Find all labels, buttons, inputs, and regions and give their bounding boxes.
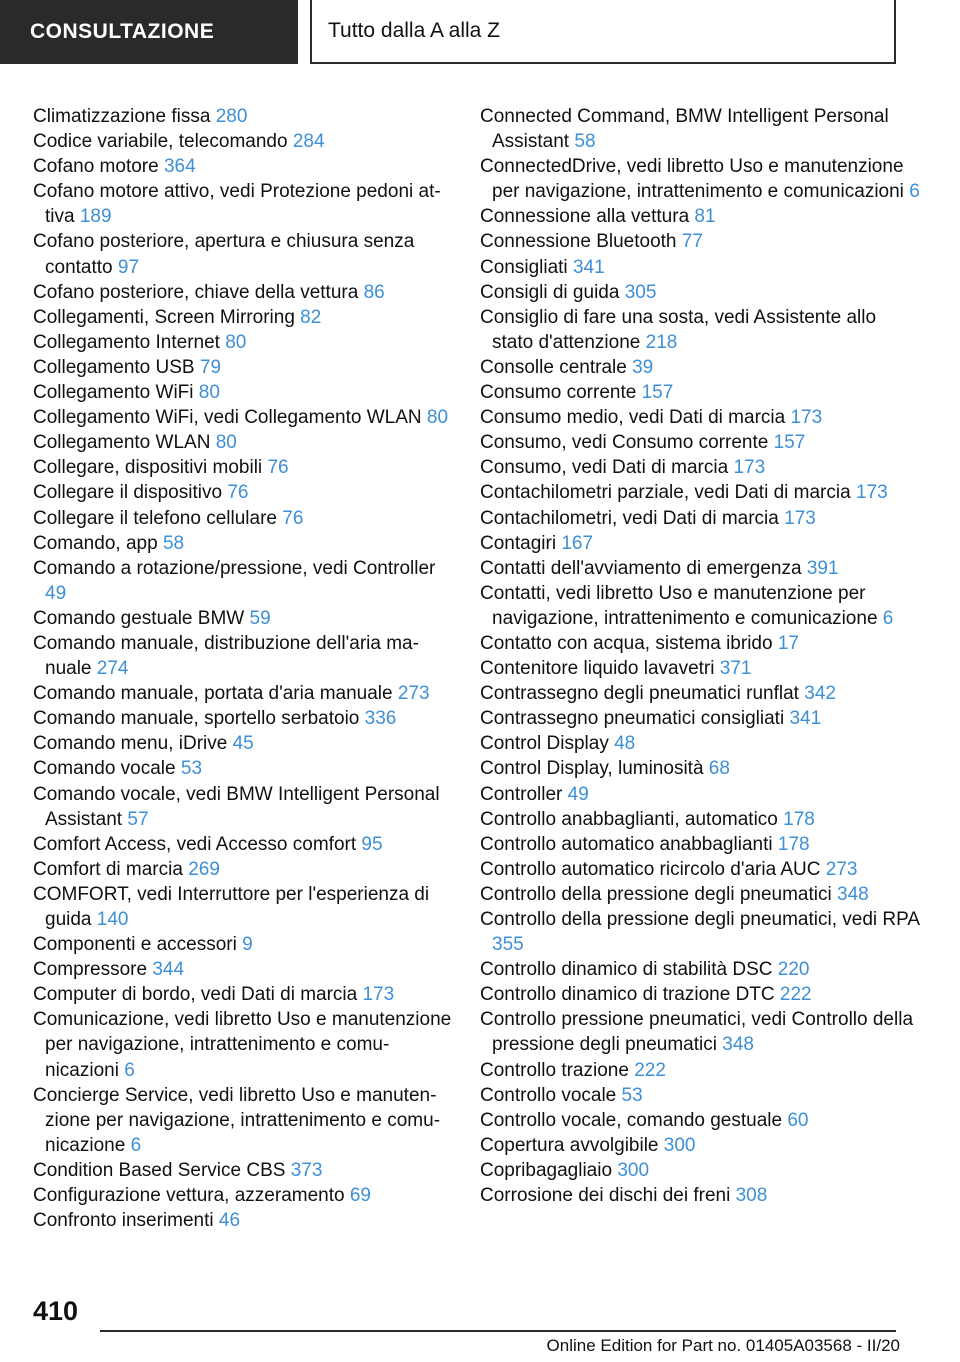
index-entry xyxy=(480,480,920,505)
index-entry-text: Consumo, vedi Consumo corrente xyxy=(480,432,769,454)
index-entry xyxy=(480,255,920,280)
index-entry xyxy=(480,1108,920,1133)
page-reference-link[interactable]: 222 xyxy=(634,1059,666,1081)
index-entry-text: Cofano posteriore, chiave della vettura xyxy=(33,281,359,303)
index-entry xyxy=(480,982,920,1007)
index-entry-text: Collegamento USB xyxy=(33,356,195,378)
index-entry-text: Contatti, vedi libretto Uso e manutenzione per navigazione, intrattenimento e comunicazione xyxy=(480,582,878,629)
index-entry xyxy=(480,1083,920,1108)
index-entry-text: Connessione Bluetooth xyxy=(480,231,677,253)
index-entry xyxy=(480,1133,920,1158)
index-entry-text: Consumo medio, vedi Dati di marcia xyxy=(480,407,786,429)
index-column-right xyxy=(480,104,920,1208)
page-reference-link[interactable]: 59 xyxy=(249,607,271,629)
page-reference-link[interactable]: 58 xyxy=(574,131,596,153)
index-entry-text: Control Display, luminosità xyxy=(480,758,704,780)
index-entry xyxy=(33,154,453,179)
index-entry-text: COMFORT, vedi Interruttore per l'esperienza di guida xyxy=(33,883,430,930)
index-entry-text: Cofano motore attivo, vedi Protezione pedoni attiva xyxy=(33,181,441,228)
index-entry-text: Comando, app xyxy=(33,532,158,554)
index-entry xyxy=(33,606,453,631)
page-reference-link[interactable]: 97 xyxy=(117,256,140,278)
page-reference-link[interactable]: 167 xyxy=(561,532,594,554)
index-entry-text: Concierge Service, vedi libretto Uso e manutenzione per navigazione, intrattenimento e comunicazione xyxy=(33,1084,441,1156)
index-entry xyxy=(33,1158,453,1183)
page-reference-link[interactable]: 82 xyxy=(300,306,322,328)
page-reference-link[interactable]: 49 xyxy=(45,582,67,604)
index-entry xyxy=(480,280,920,305)
index-entry xyxy=(480,731,920,756)
page-reference-link[interactable]: 348 xyxy=(722,1034,754,1056)
index-entry-text: Connessione alla vettura xyxy=(480,206,690,228)
index-entry-text: Comfort di marcia xyxy=(33,858,183,880)
index-entry-text: Contatti dell'avviamento di emergenza xyxy=(480,557,802,579)
index-entry-text: Comando vocale xyxy=(33,758,176,780)
index-entry xyxy=(480,229,920,254)
index-entry-text: Configurazione vettura, azzeramento xyxy=(33,1185,345,1207)
index-entry xyxy=(480,706,920,731)
index-entry-text: Contatto con acqua, sistema ibrido xyxy=(480,632,773,654)
index-entry xyxy=(33,756,453,781)
page-reference-link[interactable]: 58 xyxy=(162,532,185,554)
page-reference-link[interactable]: 157 xyxy=(773,432,806,454)
index-entry-text: Controllo anabbaglianti, automatico xyxy=(480,808,778,830)
page-reference-link[interactable]: 300 xyxy=(663,1134,696,1156)
page-reference-link[interactable]: 46 xyxy=(218,1210,241,1232)
page-reference-link[interactable]: 39 xyxy=(632,356,654,378)
index-entry xyxy=(480,782,920,807)
index-entry xyxy=(33,731,453,756)
page-reference-link[interactable]: 274 xyxy=(96,658,129,680)
page-reference-link[interactable]: 336 xyxy=(364,708,397,730)
index-entry xyxy=(33,330,453,355)
index-entry xyxy=(33,480,453,505)
index-entry-text: Collegare il telefono cellulare xyxy=(33,507,277,529)
page-reference-link[interactable]: 280 xyxy=(215,106,248,127)
page-reference-link[interactable]: 269 xyxy=(188,858,220,880)
index-entry xyxy=(480,656,920,681)
index-entry xyxy=(33,531,453,556)
index-entry xyxy=(480,957,920,982)
page-reference-link[interactable]: 173 xyxy=(784,507,816,529)
index-entry xyxy=(33,1183,453,1208)
index-entry xyxy=(480,506,920,531)
page-reference-link[interactable]: 60 xyxy=(787,1109,809,1131)
page-reference-link[interactable]: 222 xyxy=(779,984,812,1006)
index-entry-text: Contrassegno degli pneumatici runflat xyxy=(480,683,799,705)
index-entry xyxy=(33,355,453,380)
index-entry xyxy=(480,1183,920,1208)
index-entry-text: Codice variabile, telecomando xyxy=(33,131,288,153)
page-reference-link[interactable]: 95 xyxy=(361,833,383,855)
page-reference-link[interactable]: 344 xyxy=(152,959,185,981)
index-entry-text: Consumo, vedi Dati di marcia xyxy=(480,457,729,479)
page-reference-link[interactable]: 300 xyxy=(617,1159,650,1181)
page-reference-link[interactable]: 80 xyxy=(198,382,220,404)
index-entry-text: Consumo corrente xyxy=(480,382,637,404)
index-entry xyxy=(33,882,453,932)
page-reference-link[interactable]: 81 xyxy=(694,206,716,228)
index-entry-text: Comfort Access, vedi Accesso comfort xyxy=(33,833,357,855)
index-entry-text: Controllo dinamico di stabilità DSC xyxy=(480,959,773,981)
page-reference-link[interactable]: 6 xyxy=(909,181,920,203)
page-reference-link[interactable]: 6 xyxy=(124,1059,135,1081)
index-entry xyxy=(480,756,920,781)
index-entry-text: Computer di bordo, vedi Dati di marcia xyxy=(33,984,358,1006)
page-reference-link[interactable]: 373 xyxy=(290,1159,323,1181)
index-entry-text: Copribagagliaio xyxy=(480,1159,613,1181)
index-entry-text: Collegamento WiFi, vedi Collegamento WLAN xyxy=(33,407,422,429)
page-reference-link[interactable]: 364 xyxy=(163,156,196,178)
index-entry xyxy=(33,179,453,229)
page-reference-link[interactable]: 140 xyxy=(96,909,129,930)
page-reference-link[interactable]: 355 xyxy=(492,934,524,956)
index-entry-text: ConnectedDrive, vedi libretto Uso e manutenzione per navigazione, intrattenimento e comunicazioni xyxy=(480,156,904,203)
index-entry xyxy=(480,405,920,430)
index-entry-text: Contachilometri parziale, vedi Dati di marcia xyxy=(480,482,851,504)
page-reference-link[interactable]: 80 xyxy=(225,331,247,353)
index-entry xyxy=(33,280,453,305)
index-entry-text: Contrassegno pneumatici consigliati xyxy=(480,708,785,730)
index-entry-text: Comunicazione, vedi libretto Uso e manutenzione per navigazione, intrattenimento e comunicazioni xyxy=(33,1009,452,1081)
page-reference-link[interactable]: 284 xyxy=(292,131,325,153)
index-entry xyxy=(480,531,920,556)
index-entry-text: Control Display xyxy=(480,733,609,755)
index-entry xyxy=(480,681,920,706)
index-entry-text: Comando vocale, vedi BMW Intelligent Personal Assistant xyxy=(33,783,440,830)
index-entry-text: Contachilometri, vedi Dati di marcia xyxy=(480,507,779,529)
page-reference-link[interactable]: 76 xyxy=(227,482,249,504)
index-entry xyxy=(480,907,920,957)
page-reference-link[interactable]: 273 xyxy=(397,683,430,705)
index-entry xyxy=(480,1158,920,1183)
index-entry-text: Comando manuale, sportello serbatoio xyxy=(33,708,360,730)
index-entry-text: Collegamento WiFi xyxy=(33,382,194,404)
index-entry xyxy=(33,380,453,405)
index-entry-text: Condition Based Service CBS xyxy=(33,1159,286,1181)
page-reference-link[interactable]: 342 xyxy=(804,683,836,705)
page-reference-link[interactable]: 173 xyxy=(855,482,888,504)
page-reference-link[interactable]: 76 xyxy=(267,457,289,479)
page-reference-link[interactable]: 173 xyxy=(790,407,823,429)
index-entry-text: Comando gestuale BMW xyxy=(33,607,245,629)
index-entry xyxy=(33,706,453,731)
index-entry xyxy=(33,405,453,430)
index-entry xyxy=(480,355,920,380)
index-entry-text: Consigli di guida xyxy=(480,281,620,303)
index-entry xyxy=(480,882,920,907)
index-entry-text: Comando a rotazione/pressione, vedi Controller xyxy=(33,557,436,579)
index-entry-text: Controller xyxy=(480,783,563,805)
index-entry-text: Consolle centrale xyxy=(480,356,627,378)
index-entry xyxy=(480,380,920,405)
page-reference-link[interactable]: 218 xyxy=(645,331,678,353)
page-reference-link[interactable]: 9 xyxy=(242,934,253,956)
page-reference-link[interactable]: 17 xyxy=(777,632,799,654)
index-entry xyxy=(33,982,453,1007)
page-reference-link[interactable]: 348 xyxy=(837,883,869,905)
index-entry-text: Componenti e accessori xyxy=(33,934,237,956)
page-reference-link[interactable]: 308 xyxy=(735,1185,768,1207)
page-reference-link[interactable]: 341 xyxy=(572,256,605,278)
index-entry-text: Cofano motore xyxy=(33,156,159,178)
page-reference-link[interactable]: 53 xyxy=(180,758,203,780)
index-entry-text: Compressore xyxy=(33,959,148,981)
page-reference-link[interactable]: 189 xyxy=(79,206,112,228)
index-entry xyxy=(33,455,453,480)
page-reference-link[interactable]: 77 xyxy=(681,231,703,253)
index-entry-text: Cofano posteriore, apertura e chiusura senza contatto xyxy=(33,231,415,278)
index-entry xyxy=(480,305,920,355)
index-entry-text: Collegamento WLAN xyxy=(33,432,211,454)
page-reference-link[interactable]: 49 xyxy=(567,783,589,805)
page-reference-link[interactable]: 69 xyxy=(349,1185,371,1207)
index-entry xyxy=(33,832,453,857)
index-entry xyxy=(33,430,453,455)
index-entry-text: Connected Command, BMW Intelligent Personal Assistant xyxy=(480,106,889,153)
page-reference-link[interactable]: 53 xyxy=(621,1084,643,1106)
index-entry xyxy=(480,857,920,882)
index-entry xyxy=(480,1058,920,1083)
page-reference-link[interactable]: 6 xyxy=(130,1134,142,1156)
index-entry-text: Confronto inserimenti xyxy=(33,1210,214,1232)
index-column-left xyxy=(33,104,453,1233)
index-entry-text: Consiglio di fare una sosta, vedi Assistente allo stato d'attenzione xyxy=(480,306,877,353)
index-entry xyxy=(33,857,453,882)
index-entry xyxy=(480,430,920,455)
section-tab: CONSULTAZIONE xyxy=(0,0,298,64)
index-entry-text: Comando manuale, portata d'aria manuale xyxy=(33,683,393,705)
index-entry-text: Controllo vocale, comando gestuale xyxy=(480,1109,783,1131)
page-reference-link[interactable]: 76 xyxy=(282,507,304,529)
index-entry xyxy=(33,556,453,606)
index-entry-text: Contagiri xyxy=(480,532,557,554)
index-entry xyxy=(480,631,920,656)
page-reference-link[interactable]: 173 xyxy=(733,457,766,479)
index-entry xyxy=(33,681,453,706)
index-entry-text: Comando manuale, distribuzione dell'aria manuale xyxy=(33,632,419,680)
index-entry xyxy=(480,455,920,480)
index-entry xyxy=(33,631,453,681)
index-entry-text: Controllo vocale xyxy=(480,1084,617,1106)
subsection-tab: Tutto dalla A alla Z xyxy=(310,0,896,64)
index-entry-text: Corrosione dei dischi dei freni xyxy=(480,1185,731,1207)
page-reference-link[interactable]: 80 xyxy=(426,407,449,429)
index-entry-text: Consigliati xyxy=(480,256,568,278)
index-entry xyxy=(480,556,920,581)
index-entry-text: Comando menu, iDrive xyxy=(33,733,228,755)
index-entry xyxy=(480,581,920,631)
index-entry-text: Collegamenti, Screen Mirroring xyxy=(33,306,295,328)
page-reference-link[interactable]: 6 xyxy=(882,607,894,629)
index-entry xyxy=(33,506,453,531)
page-reference-link[interactable]: 391 xyxy=(806,557,839,579)
page-header xyxy=(0,0,960,66)
index-entry-text: Controllo della pressione degli pneumatici xyxy=(480,883,832,905)
index-entry xyxy=(480,807,920,832)
index-entry xyxy=(33,782,453,832)
index-entry xyxy=(480,104,920,154)
index-entry-text: Copertura avvolgibile xyxy=(480,1134,659,1156)
index-entry xyxy=(480,832,920,857)
index-entry-text: Climatizzazione fissa xyxy=(33,106,211,127)
page-reference-link[interactable]: 273 xyxy=(825,858,858,880)
index-entry-text: Controllo pressione pneumatici, vedi Controllo della pressione degli pneumatici xyxy=(480,1009,914,1056)
index-entry xyxy=(33,957,453,982)
page-reference-link[interactable]: 178 xyxy=(777,833,810,855)
page-reference-link[interactable]: 45 xyxy=(232,733,254,755)
index-entry xyxy=(480,154,920,204)
page-reference-link[interactable]: 57 xyxy=(127,808,149,830)
index-entry xyxy=(33,1007,453,1082)
index-entry-text: Controllo trazione xyxy=(480,1059,629,1081)
index-entry xyxy=(33,932,453,957)
index-entry-text: Collegare il dispositivo xyxy=(33,482,223,504)
page-reference-link[interactable]: 86 xyxy=(363,281,385,303)
page-reference-link[interactable]: 305 xyxy=(624,281,657,303)
index-entry-text: Contenitore liquido lavavetri xyxy=(480,658,715,680)
index-entry xyxy=(480,204,920,229)
page-number: 410 xyxy=(33,1296,79,1326)
page-reference-link[interactable]: 48 xyxy=(614,733,636,755)
page-reference-link[interactable]: 341 xyxy=(789,708,822,730)
index-entry-text: Collegamento Internet xyxy=(33,331,220,353)
index-entry xyxy=(33,1083,453,1158)
footer-divider xyxy=(100,1330,896,1332)
index-entry-text: Collegare, dispositivi mobili xyxy=(33,457,263,479)
index-entry-text: Controllo automatico anabbaglianti xyxy=(480,833,773,855)
index-entry xyxy=(33,129,453,154)
page-reference-link[interactable]: 68 xyxy=(708,758,730,780)
index-entry xyxy=(33,1208,453,1233)
index-entry-text: Controllo della pressione degli pneumatici, vedi RPA xyxy=(480,909,920,930)
index-entry-text: Controllo dinamico di trazione DTC xyxy=(480,984,775,1006)
page-reference-link[interactable]: 80 xyxy=(215,432,237,454)
index-entry xyxy=(33,104,453,129)
index-entry-text: Controllo automatico ricircolo d'aria AUC xyxy=(480,858,821,880)
page-reference-link[interactable]: 79 xyxy=(199,356,222,378)
index-entry xyxy=(33,305,453,330)
index-entry xyxy=(33,229,453,279)
page-reference-link[interactable]: 173 xyxy=(362,984,395,1006)
page-reference-link[interactable]: 371 xyxy=(719,658,752,680)
index-entry xyxy=(480,1007,920,1057)
page-reference-link[interactable]: 220 xyxy=(777,959,810,981)
page-reference-link[interactable]: 157 xyxy=(641,382,674,404)
page-reference-link[interactable]: 178 xyxy=(783,808,815,830)
edition-note: Online Edition for Part no. 01405A03568 - II/20 xyxy=(546,1336,900,1355)
